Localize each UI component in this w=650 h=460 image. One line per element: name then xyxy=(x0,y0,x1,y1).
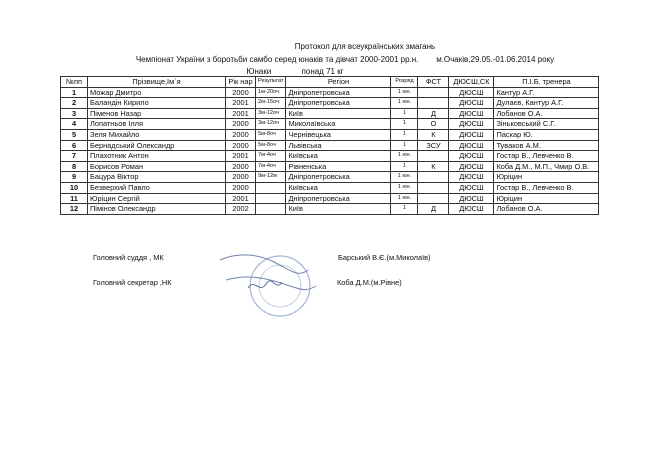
row-number-cell: 11 xyxy=(61,193,88,204)
region-cell: Дніпропетровська xyxy=(286,98,391,109)
row-number-cell: 7 xyxy=(61,151,88,162)
table-row xyxy=(61,87,599,98)
table-row xyxy=(61,193,599,204)
col-header-fst: ФСТ xyxy=(418,77,449,88)
school-cell: ДЮСШ xyxy=(449,161,494,172)
table-row xyxy=(61,172,599,183)
result-cell: 2м-15оч xyxy=(256,98,286,109)
row-number-cell: 4 xyxy=(61,119,88,130)
region-cell: Миколаївська xyxy=(286,119,391,130)
region-cell: Дніпропетровська xyxy=(286,193,391,204)
rank-cell: 1 юн. xyxy=(391,98,418,109)
table-row xyxy=(61,140,599,151)
athlete-name-cell: Піменов Назар xyxy=(88,108,226,119)
result-cell: 9м-12м xyxy=(256,172,286,183)
result-cell: 1м-20оч xyxy=(256,87,286,98)
category-label: Юнаки xyxy=(246,67,272,76)
birth-year-cell: 2001 xyxy=(226,193,256,204)
category-line xyxy=(0,67,620,76)
event-line xyxy=(20,55,650,64)
athlete-name-cell: Безверхий Павло xyxy=(88,182,226,193)
rank-cell: 1 xyxy=(391,129,418,140)
athlete-name-cell: Зеля Михайло xyxy=(88,129,226,140)
row-number-cell: 6 xyxy=(61,140,88,151)
rank-cell: 1 юн. xyxy=(391,87,418,98)
school-cell: ДЮСШ xyxy=(449,172,494,183)
fst-cell xyxy=(418,172,449,183)
col-header-name: Прізвище,Ім`я xyxy=(88,77,226,88)
coach-cell: Юріцин xyxy=(494,172,599,183)
row-number-cell: 3 xyxy=(61,108,88,119)
athlete-name-cell: Лопатньов Ілля xyxy=(88,119,226,130)
fst-cell xyxy=(418,87,449,98)
region-cell: Київська xyxy=(286,182,391,193)
event-name: Чемпіонат України з боротьби самбо серед юнаків та дівчат 2000-2001 рр.н. xyxy=(135,55,419,64)
col-header-region: Регіон xyxy=(286,77,391,88)
region-cell: Київ xyxy=(286,204,391,215)
result-cell: 3м-12оч xyxy=(256,119,286,130)
birth-year-cell: 2000 xyxy=(226,172,256,183)
birth-year-cell: 2000 xyxy=(226,140,256,151)
table-row xyxy=(61,129,599,140)
secretary-label: Головний секретар ,НК xyxy=(93,278,172,287)
region-cell: Київська xyxy=(286,151,391,162)
row-number-cell: 5 xyxy=(61,129,88,140)
birth-year-cell: 2000 xyxy=(226,119,256,130)
school-cell: ДЮСШ xyxy=(449,119,494,130)
region-cell: Дніпропетровська xyxy=(286,87,391,98)
coach-cell: Лобанов О.А. xyxy=(494,204,599,215)
school-cell: ДЮСШ xyxy=(449,140,494,151)
rank-cell: 1 xyxy=(391,140,418,151)
result-cell: 5м-8оч xyxy=(256,140,286,151)
birth-year-cell: 2002 xyxy=(226,204,256,215)
birth-year-cell: 2001 xyxy=(226,98,256,109)
coach-cell: Туваков А.М. xyxy=(494,140,599,151)
fst-cell: Д xyxy=(418,108,449,119)
judge-name: Барський В.Є.(м.Миколаїв) xyxy=(338,253,431,262)
col-header-coach: П.І.Б. тренера xyxy=(494,77,599,88)
protocol-title: Протокол для всеукраїнських змагань xyxy=(294,42,436,51)
region-cell: Львівська xyxy=(286,140,391,151)
rank-cell: 1 юн. xyxy=(391,172,418,183)
fst-cell: Д xyxy=(418,204,449,215)
coach-cell: Лобанов О.А. xyxy=(494,108,599,119)
school-cell: ДЮСШ xyxy=(449,98,494,109)
fst-cell xyxy=(418,182,449,193)
row-number-cell: 9 xyxy=(61,172,88,183)
school-cell: ДЮСШ xyxy=(449,87,494,98)
results-table xyxy=(60,76,599,215)
school-cell: ДЮСШ xyxy=(449,193,494,204)
rank-cell: 1 xyxy=(391,204,418,215)
result-cell xyxy=(256,182,286,193)
region-cell: Рівненська xyxy=(286,161,391,172)
school-cell: ДЮСШ xyxy=(449,182,494,193)
school-cell: ДЮСШ xyxy=(449,151,494,162)
rank-cell: 1 юн. xyxy=(391,193,418,204)
table-row xyxy=(61,151,599,162)
rank-cell: 1 юн. xyxy=(391,182,418,193)
rank-cell: 1 xyxy=(391,161,418,172)
rank-cell: 1 юн. xyxy=(391,151,418,162)
birth-year-cell: 2000 xyxy=(226,161,256,172)
coach-cell: Паскар Ю. xyxy=(494,129,599,140)
rank-cell: 1 xyxy=(391,119,418,130)
fst-cell xyxy=(418,193,449,204)
table-header-row xyxy=(61,77,599,88)
row-number-cell: 12 xyxy=(61,204,88,215)
table-row xyxy=(61,182,599,193)
table-row xyxy=(61,98,599,109)
col-header-result: Результат xyxy=(256,77,286,88)
result-cell: 7м-4оч xyxy=(256,161,286,172)
region-cell: Чернівецька xyxy=(286,129,391,140)
birth-year-cell: 2000 xyxy=(226,87,256,98)
fst-cell xyxy=(418,151,449,162)
coach-cell: Коба Д.М., М.П., Чмир О.В. xyxy=(494,161,599,172)
signature-stamp xyxy=(218,248,318,323)
result-cell xyxy=(256,204,286,215)
birth-year-cell: 2000 xyxy=(226,129,256,140)
fst-cell: ЗСУ xyxy=(418,140,449,151)
athlete-name-cell: Пімінов Олександр xyxy=(88,204,226,215)
athlete-name-cell: Бацура Віктор xyxy=(88,172,226,183)
secretary-name: Коба Д.М.(м.Рівне) xyxy=(337,278,402,287)
coach-cell: Гостар В., Левченко В. xyxy=(494,151,599,162)
region-cell: Дніпропетровська xyxy=(286,172,391,183)
judge-label: Головний суддя , МК xyxy=(93,253,164,262)
fst-cell: О xyxy=(418,119,449,130)
school-cell: ДЮСШ xyxy=(449,108,494,119)
birth-year-cell: 2000 xyxy=(226,182,256,193)
school-cell: ДЮСШ xyxy=(449,129,494,140)
col-header-rank: Розряд xyxy=(391,77,418,88)
fst-cell xyxy=(418,98,449,109)
fst-cell: К xyxy=(418,129,449,140)
rank-cell: 1 xyxy=(391,108,418,119)
col-header-year: Рік нар xyxy=(226,77,256,88)
table-row xyxy=(61,204,599,215)
athlete-name-cell: Юріцин Сергій xyxy=(88,193,226,204)
weight-label: понад 71 кг xyxy=(301,67,344,76)
athlete-name-cell: Плахотник Антон xyxy=(88,151,226,162)
row-number-cell: 1 xyxy=(61,87,88,98)
region-cell: Київ xyxy=(286,108,391,119)
athlete-name-cell: Борисов Роман xyxy=(88,161,226,172)
table-row xyxy=(61,108,599,119)
row-number-cell: 2 xyxy=(61,98,88,109)
result-cell: 3м-12оч xyxy=(256,108,286,119)
result-cell: 7м-4оч xyxy=(256,151,286,162)
coach-cell: Юріцин xyxy=(494,193,599,204)
coach-cell: Кантур А.Г. xyxy=(494,87,599,98)
school-cell: ДЮСШ xyxy=(449,204,494,215)
row-number-cell: 10 xyxy=(61,182,88,193)
coach-cell: Зіньковський С.Г. xyxy=(494,119,599,130)
result-cell xyxy=(256,193,286,204)
col-header-school: ДЮСШ,СК xyxy=(449,77,494,88)
result-cell: 5м-8оч xyxy=(256,129,286,140)
athlete-name-cell: Можар Дмитро xyxy=(88,87,226,98)
table-row xyxy=(61,161,599,172)
fst-cell: К xyxy=(418,161,449,172)
row-number-cell: 8 xyxy=(61,161,88,172)
birth-year-cell: 2001 xyxy=(226,151,256,162)
birth-year-cell: 2001 xyxy=(226,108,256,119)
event-place-date: м.Очаків,29.05.-01.06.2014 року xyxy=(436,55,555,64)
coach-cell: Гостар В., Левченко В. xyxy=(494,182,599,193)
coach-cell: Дулаєв, Кантур А.Г. xyxy=(494,98,599,109)
athlete-name-cell: Баландін Кирило xyxy=(88,98,226,109)
athlete-name-cell: Бернадський Олександр xyxy=(88,140,226,151)
col-header-number: №пп xyxy=(61,77,88,88)
table-row xyxy=(61,119,599,130)
